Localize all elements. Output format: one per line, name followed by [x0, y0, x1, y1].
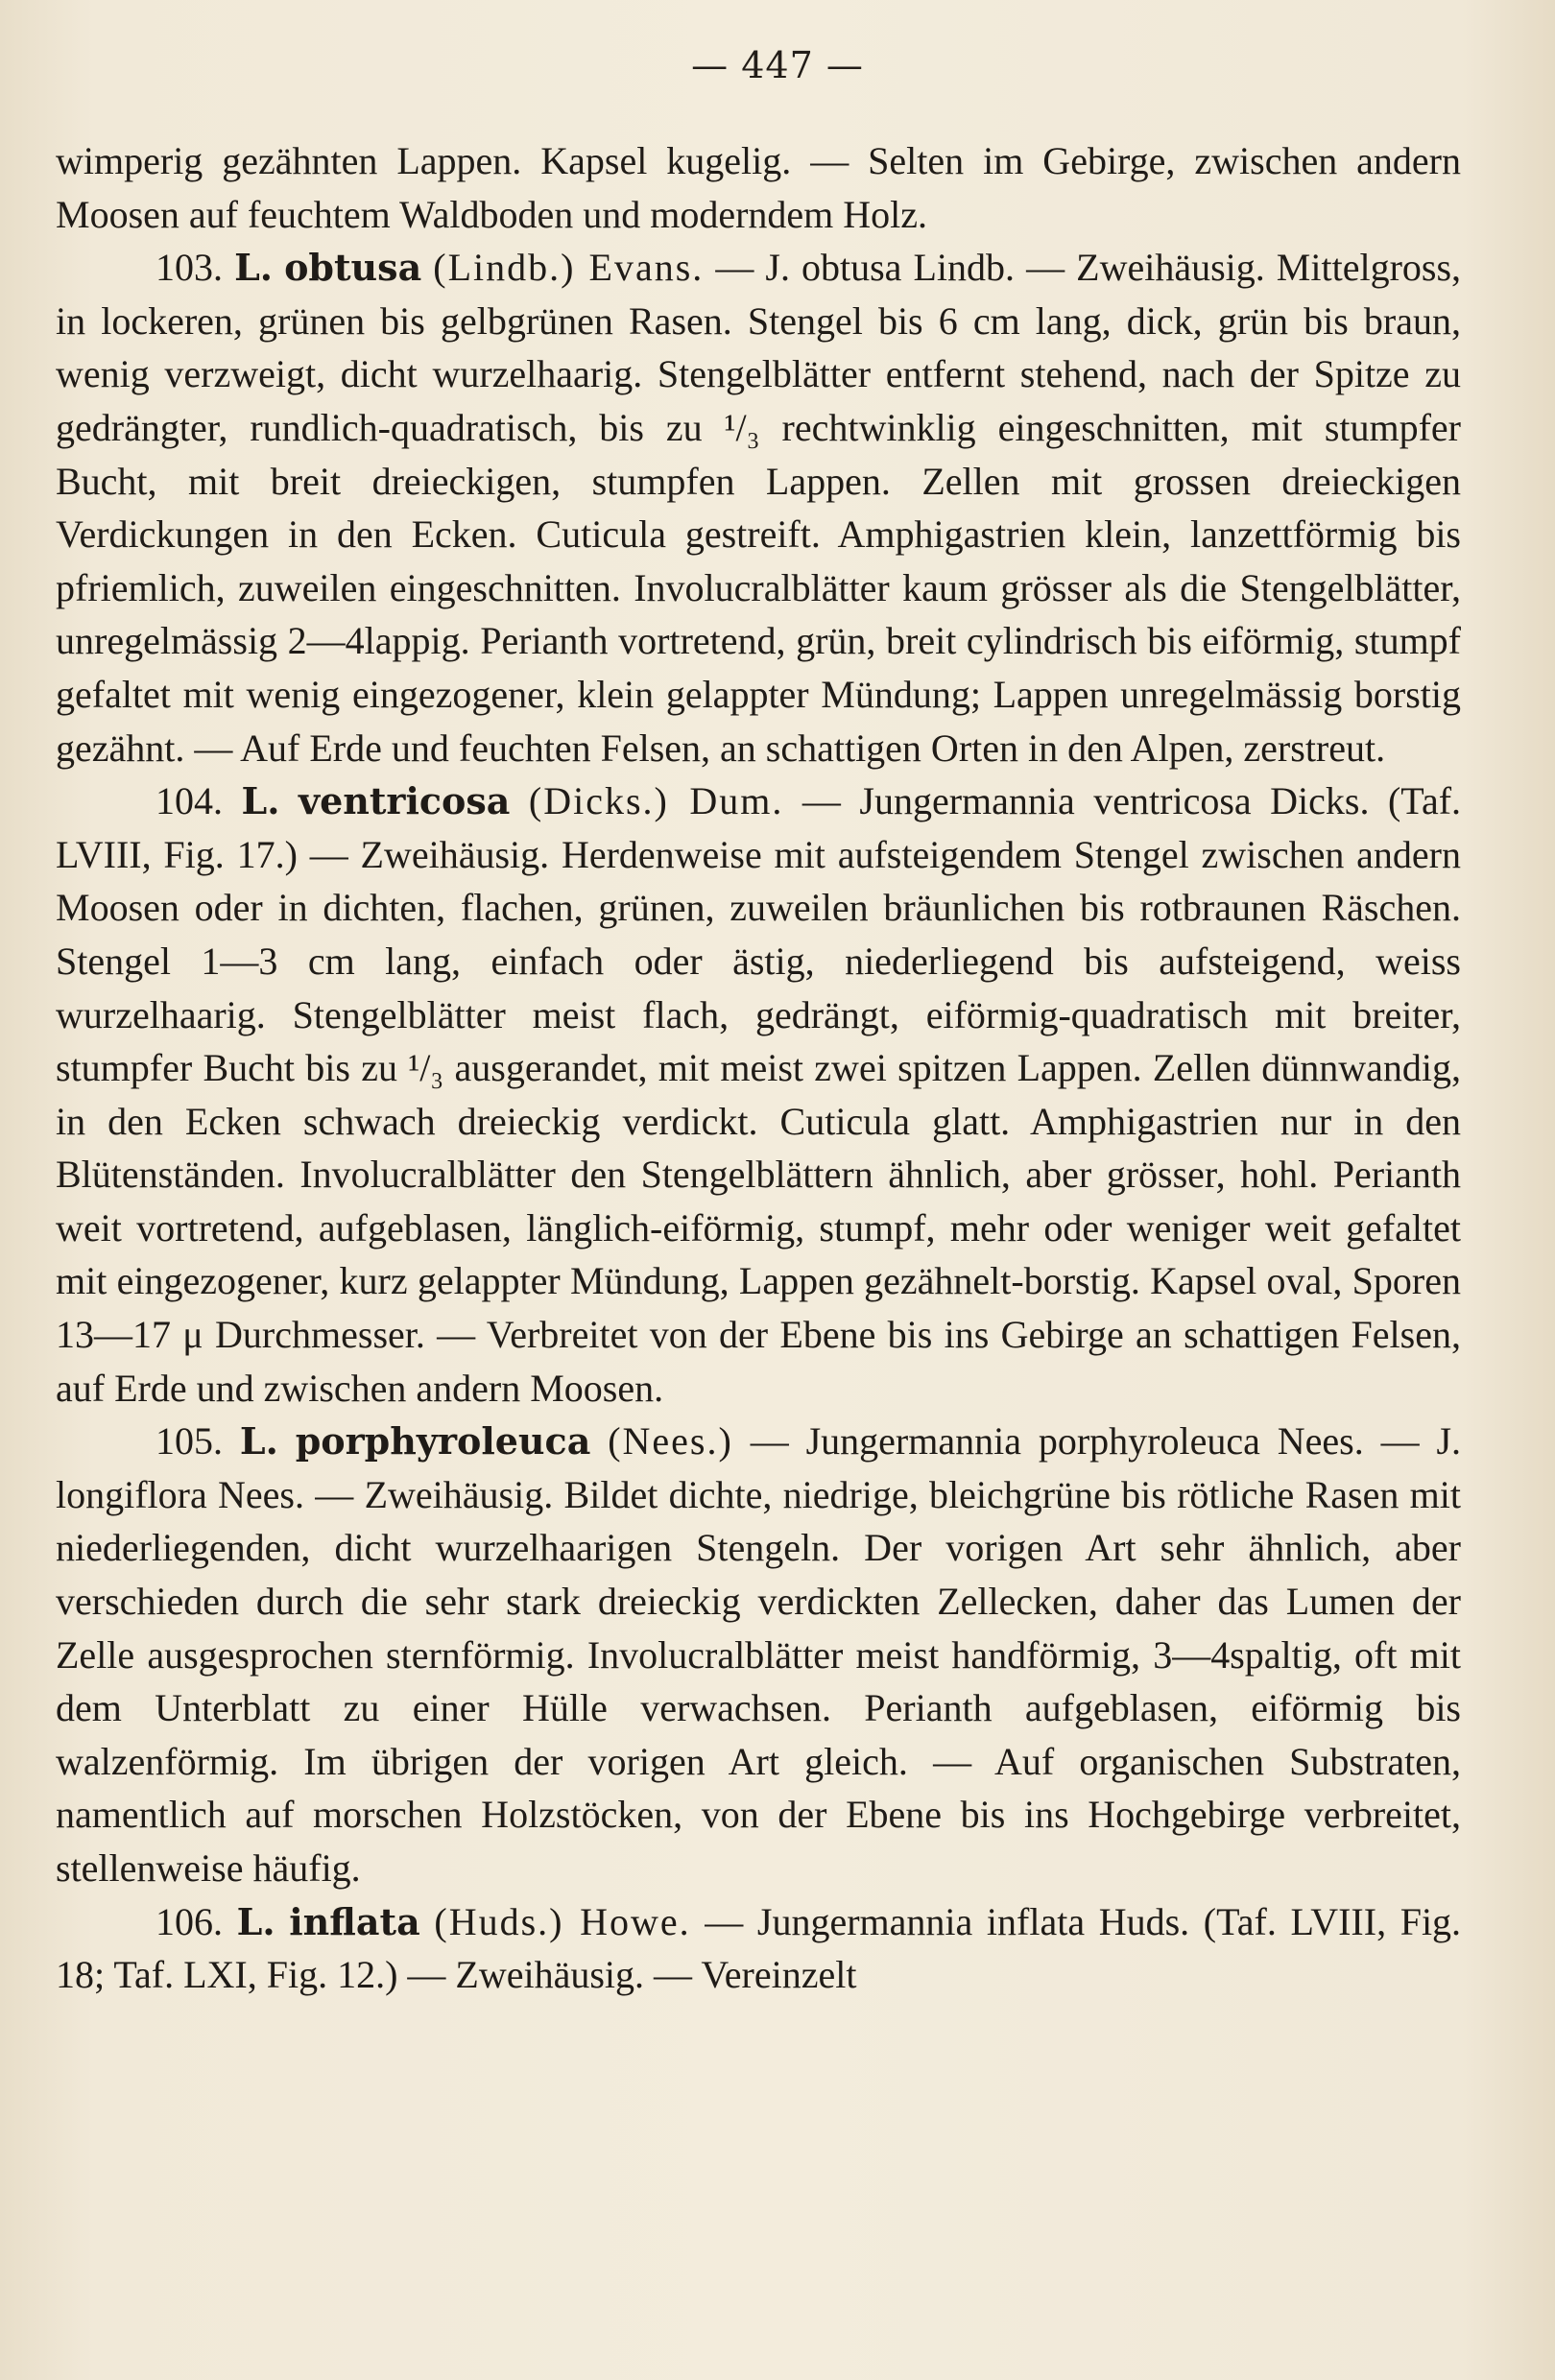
- species-author: (Lindb.) Evans.: [433, 246, 705, 290]
- species-author: (Huds.) Howe.: [434, 1899, 691, 1943]
- genus-abbreviation: L.: [236, 1899, 275, 1943]
- entry-description: — Jungermannia porphyroleuca Nees. — J. longiflora Nees. — Zweihäusig. Bildet dichte, niedrige, bleichgrüne bis rötliche Rasen mit niederliegenden, dicht wurzelhaarigen Stengeln. Der vorigen Art sehr ähnlich, aber verschieden durch die sehr stark dreieckig verdickten Zellecken, daher das Lumen der Zelle ausgesprochen sternförmig. Involucralblätter meist handförmig, 3—4spaltig, oft mit dem Unterblatt zu einer Hülle verwachsen. Perianth aufgeblasen, eiförmig bis walzenförmig. Im übrigen der vorigen Art gleich. — Auf organischen Substraten, namentlich auf morschen Holzstöcken, von der Ebene bis ins Hochgebirge verbreitet, stellenweise häufig.: [56, 1419, 1462, 1890]
- species-entry-105: [56, 1415, 1461, 1894]
- entry-description: — Jungermannia ventricosa Dicks. (Taf. LVIII, Fig. 17.) — Zweihäusig. Herdenweise mit aufsteigendem Stengel zwischen andern Moosen oder in dichten, flachen, grünen, zuweilen bräunlichen bis rotbraunen Räschen. Stengel 1—3 cm lang, einfach oder ästig, niederliegend bis aufsteigend, weiss wurzelhaarig. Stengelblätter meist flach, gedrängt, eiförmig-quadratisch mit breiter, stumpfer Bucht bis zu ¹/₃ ausgerandet, mit meist zwei spitzen Lappen. Zellen dünnwandig, in den Ecken schwach dreieckig verdickt. Cuticula glatt. Amphigastrien nur in den Blütenständen. Involucralblätter den Stengelblättern ähnlich, aber grösser, hohl. Perianth weit vortretend, aufgeblasen, länglich-eiförmig, stumpf, mehr oder weniger weit gefaltet mit eingezogener, kurz gelappter Mündung, Lappen gezähnelt-borstig. Kapsel oval, Sporen 13—17 μ Durchmesser. — Verbreitet von der Ebene bis ins Gebirge an schattigen Felsen, auf Erde und zwischen andern Moosen.: [56, 779, 1462, 1410]
- species-entry-104: [56, 774, 1461, 1415]
- paragraph-text: wimperig gezähnten Lappen. Kapsel kugelig. — Selten im Gebirge, zwischen andern Moosen auf feuchtem Waldboden und moderndem Holz.: [56, 139, 1461, 236]
- entry-number: 104.: [156, 779, 223, 823]
- species-author: (Dicks.) Dum.: [528, 779, 784, 823]
- genus-abbreviation: L.: [239, 1419, 278, 1464]
- entry-description: — J. obtusa Lindb. — Zweihäusig. Mittelgross, in lockeren, grünen bis gelbgrünen Rasen. Stengel bis 6 cm lang, dick, grün bis braun, wenig verzweigt, dicht wurzelhaarig. Stengelblätter entfernt stehend, nach der Spitze zu gedrängter, rundlich-quadratisch, bis zu ¹/₃ rechtwinklig eingeschnitten, mit stumpfer Bucht, mit breit dreieckigen, stumpfen Lappen. Zellen mit grossen dreieckigen Verdickungen in den Ecken. Cuticula gestreift. Amphigastrien klein, lanzettförmig bis pfriemlich, zuweilen eingeschnitten. Involucralblätter kaum grösser als die Stengelblätter, unregelmässig 2—4lappig. Perianth vortretend, grün, breit cylindrisch bis eiförmig, stumpf gefaltet mit wenig eingezogener, klein gelappter Mündung; Lappen unregelmässig borstig gezähnt. — Auf Erde und feuchten Felsen, an schattigen Orten in den Alpen, zerstreut.: [56, 246, 1462, 770]
- genus-abbreviation: L.: [234, 246, 274, 290]
- species-name: ventricosa: [298, 779, 511, 823]
- species-name: inflata: [289, 1899, 420, 1943]
- entry-description: — Jungermannia inflata Huds. (Taf. LVIII, Fig. 18; Taf. LXI, Fig. 12.) — Zweihäusig. — Vereinzelt: [56, 1899, 1462, 1997]
- entry-number: 106.: [156, 1899, 223, 1943]
- entry-number: 105.: [156, 1419, 223, 1464]
- page-number: — 447 —: [691, 44, 864, 86]
- species-entry-103: [56, 241, 1461, 774]
- species-author: (Nees.): [608, 1419, 733, 1464]
- species-entry-106: [56, 1895, 1461, 2002]
- species-name: obtusa: [284, 246, 422, 290]
- paragraph-continuation: [56, 134, 1461, 241]
- entry-number: 103.: [156, 246, 223, 290]
- genus-abbreviation: L.: [241, 779, 280, 823]
- page-body: [56, 134, 1461, 2002]
- species-name: porphyroleuca: [295, 1419, 591, 1464]
